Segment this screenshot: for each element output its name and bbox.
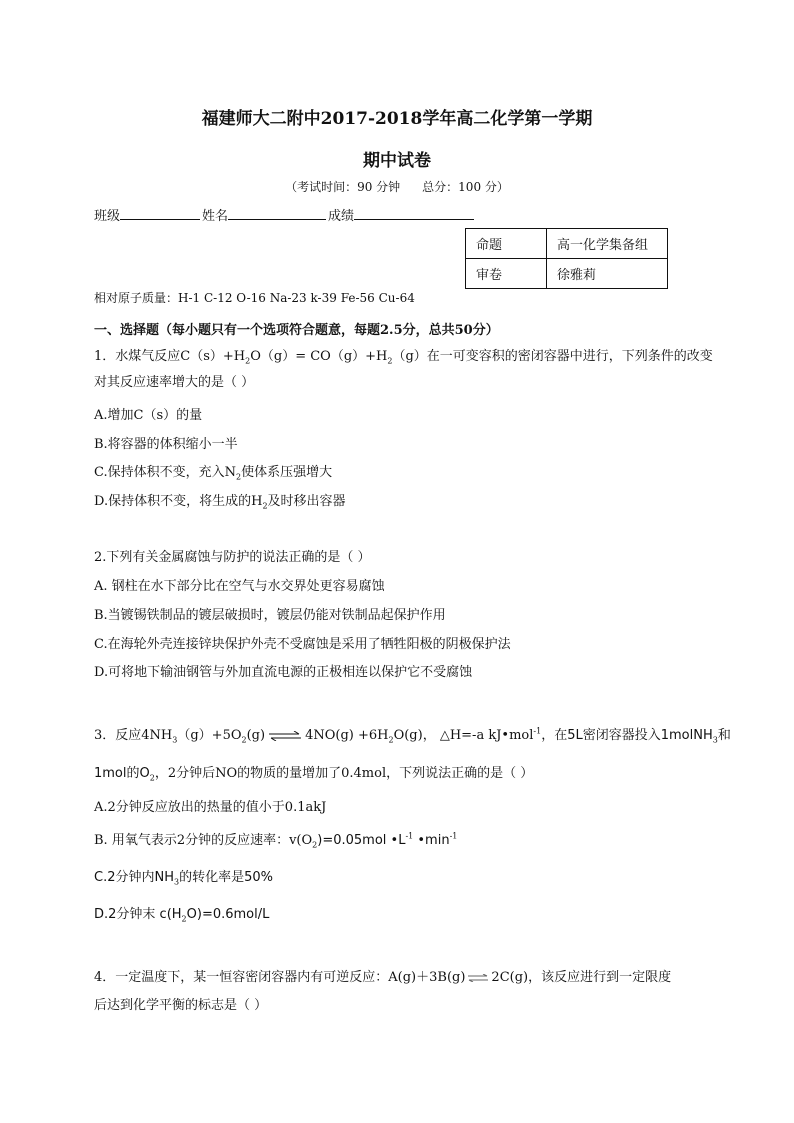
q3-option-b-a: B. 用氧气表示2分钟的反应速率：v(O — [94, 833, 313, 848]
name-label: 姓名 — [202, 209, 229, 224]
q1-stem-a: 1．水煤气反应C（s）+H — [94, 349, 246, 364]
reversible-arrow-icon — [268, 731, 302, 741]
exam-time-info — [0, 178, 794, 195]
q2-option-c: C.在海轮外壳连接锌块保护外壳不受腐蚀是采用了牺牲阳极的阴极保护法 — [94, 637, 511, 652]
q1-stem-line2: 对其反应速率增大的是（ ） — [94, 375, 255, 390]
author-key: 命题 — [466, 229, 547, 259]
q2-stem: 2.下列有关金属腐蚀与防护的说法正确的是（ ） — [94, 550, 371, 565]
q3-option-b-c: •min — [413, 833, 450, 848]
q3-option-a: A.2分钟反应放出的热量的值小于0.1akJ — [94, 800, 327, 815]
superscript: -1 — [405, 831, 414, 841]
q3-stem-c: (g) — [246, 728, 266, 743]
q4-stem-a: 4．一定温度下，某一恒容密闭容器内有可逆反应：A(g)＋3B(g) — [94, 970, 466, 985]
subscript: 2 — [241, 735, 247, 745]
q1-option-b: B.将容器的体积缩小一半 — [94, 437, 238, 452]
subscript: 3 — [173, 877, 180, 887]
subscript: 2 — [236, 472, 242, 482]
exam-duration: （考试时间：90 分钟 — [285, 180, 401, 194]
authorship-table — [465, 228, 668, 289]
subscript: 3 — [172, 735, 178, 745]
reviewer-value: 徐雅莉 — [547, 259, 668, 289]
q1-stem-c: （g）在一可变容积的密闭容器中进行，下列条件的改变 — [392, 349, 713, 364]
q3-option-d-a: D.2分钟末 c(H — [94, 907, 182, 922]
exam-title: 福建师大二附中2017-2018学年高二化学第一学期 — [201, 109, 593, 129]
q1-option-c-b: 使体系压强增大 — [241, 465, 333, 480]
reversible-arrow-icon — [467, 974, 489, 982]
q1-option-d-a: D.保持体积不变，将生成的H — [94, 494, 263, 509]
name-blank[interactable] — [228, 206, 326, 220]
q3-option-c-b: 的转化率是50% — [179, 870, 273, 885]
q3-stem-a: 3．反应4NH — [94, 728, 173, 743]
q3-option-b-b: )=0.05mol •L — [317, 833, 406, 848]
q3-stem-line2 — [94, 762, 533, 783]
q4-stem — [94, 966, 671, 985]
section-heading: 一、选择题（每小题只有一个选项符合题意，每题2.5分，总共50分） — [94, 323, 499, 338]
q3-stem2-a: 1mol的O — [94, 766, 150, 781]
q1-option-c — [94, 461, 332, 482]
class-blank[interactable] — [120, 206, 200, 220]
exam-total-score: 总分：100 分） — [422, 180, 509, 194]
table-row — [466, 259, 668, 289]
subscript: 2 — [312, 840, 318, 850]
q2-option-d: D.可将地下输油钢管与外加直流电源的正极相连以保护它不受腐蚀 — [94, 665, 473, 680]
q1-option-d-b: 及时移出容器 — [267, 494, 346, 509]
q4-stem-b: 2C(g)，该反应进行到一定限度 — [491, 970, 672, 985]
q3-stem-f: ，在5L密闭容器投入1molNH — [541, 728, 713, 743]
superscript: -1 — [449, 831, 458, 841]
q3-stem — [94, 724, 731, 745]
q3-option-d — [94, 903, 269, 924]
student-info-line — [94, 205, 476, 224]
q3-stem-g: 和 — [717, 728, 731, 743]
q3-stem-e: O(g)， △H=-a kJ•mol — [393, 728, 534, 743]
q3-stem2-b: ，2分钟后NO的物质的量增加了0.4mol，下列说法正确的是（ ） — [154, 766, 534, 781]
q4-stem-line2: 后达到化学平衡的标志是（ ） — [94, 998, 268, 1013]
q1-stem — [94, 345, 713, 366]
subscript: 2 — [181, 914, 187, 924]
q3-option-b — [94, 829, 457, 850]
q1-stem-b: O（g）= CO（g）+H — [250, 349, 388, 364]
subscript: 2 — [262, 501, 268, 511]
q3-option-d-b: O)=0.6mol/L — [186, 907, 270, 922]
author-value: 高一化学集备组 — [547, 229, 668, 259]
superscript: -1 — [533, 726, 542, 736]
subscript: 2 — [387, 356, 393, 366]
q1-option-a: A.增加C（s）的量 — [94, 408, 203, 423]
q3-option-c-a: C.2分钟内NH — [94, 870, 174, 885]
q1-option-c-a: C.保持体积不变，充入N — [94, 465, 236, 480]
q3-stem-d: 4NO(g) +6H — [305, 728, 389, 743]
exam-subtitle: 期中试卷 — [363, 151, 431, 171]
class-label: 班级 — [94, 209, 121, 224]
q3-stem-b: （g）+5O — [177, 728, 242, 743]
q2-option-b: B.当镀锡铁制品的镀层破损时，镀层仍能对铁制品起保护作用 — [94, 608, 446, 623]
subscript: 2 — [149, 773, 155, 783]
q2-option-a: A. 钢柱在水下部分比在空气与水交界处更容易腐蚀 — [94, 579, 385, 594]
table-row — [466, 229, 668, 259]
reviewer-key: 审卷 — [466, 259, 547, 289]
atomic-mass-line: 相对原子质量：H-1 C-12 O-16 Na-23 k-39 Fe-56 Cu-64 — [94, 291, 415, 305]
q3-option-c — [94, 866, 273, 887]
q1-option-d — [94, 490, 346, 511]
subscript: 3 — [712, 735, 718, 745]
subscript: 2 — [388, 735, 394, 745]
score-blank[interactable] — [354, 206, 474, 220]
subscript: 2 — [245, 356, 251, 366]
score-label: 成绩 — [328, 209, 355, 224]
